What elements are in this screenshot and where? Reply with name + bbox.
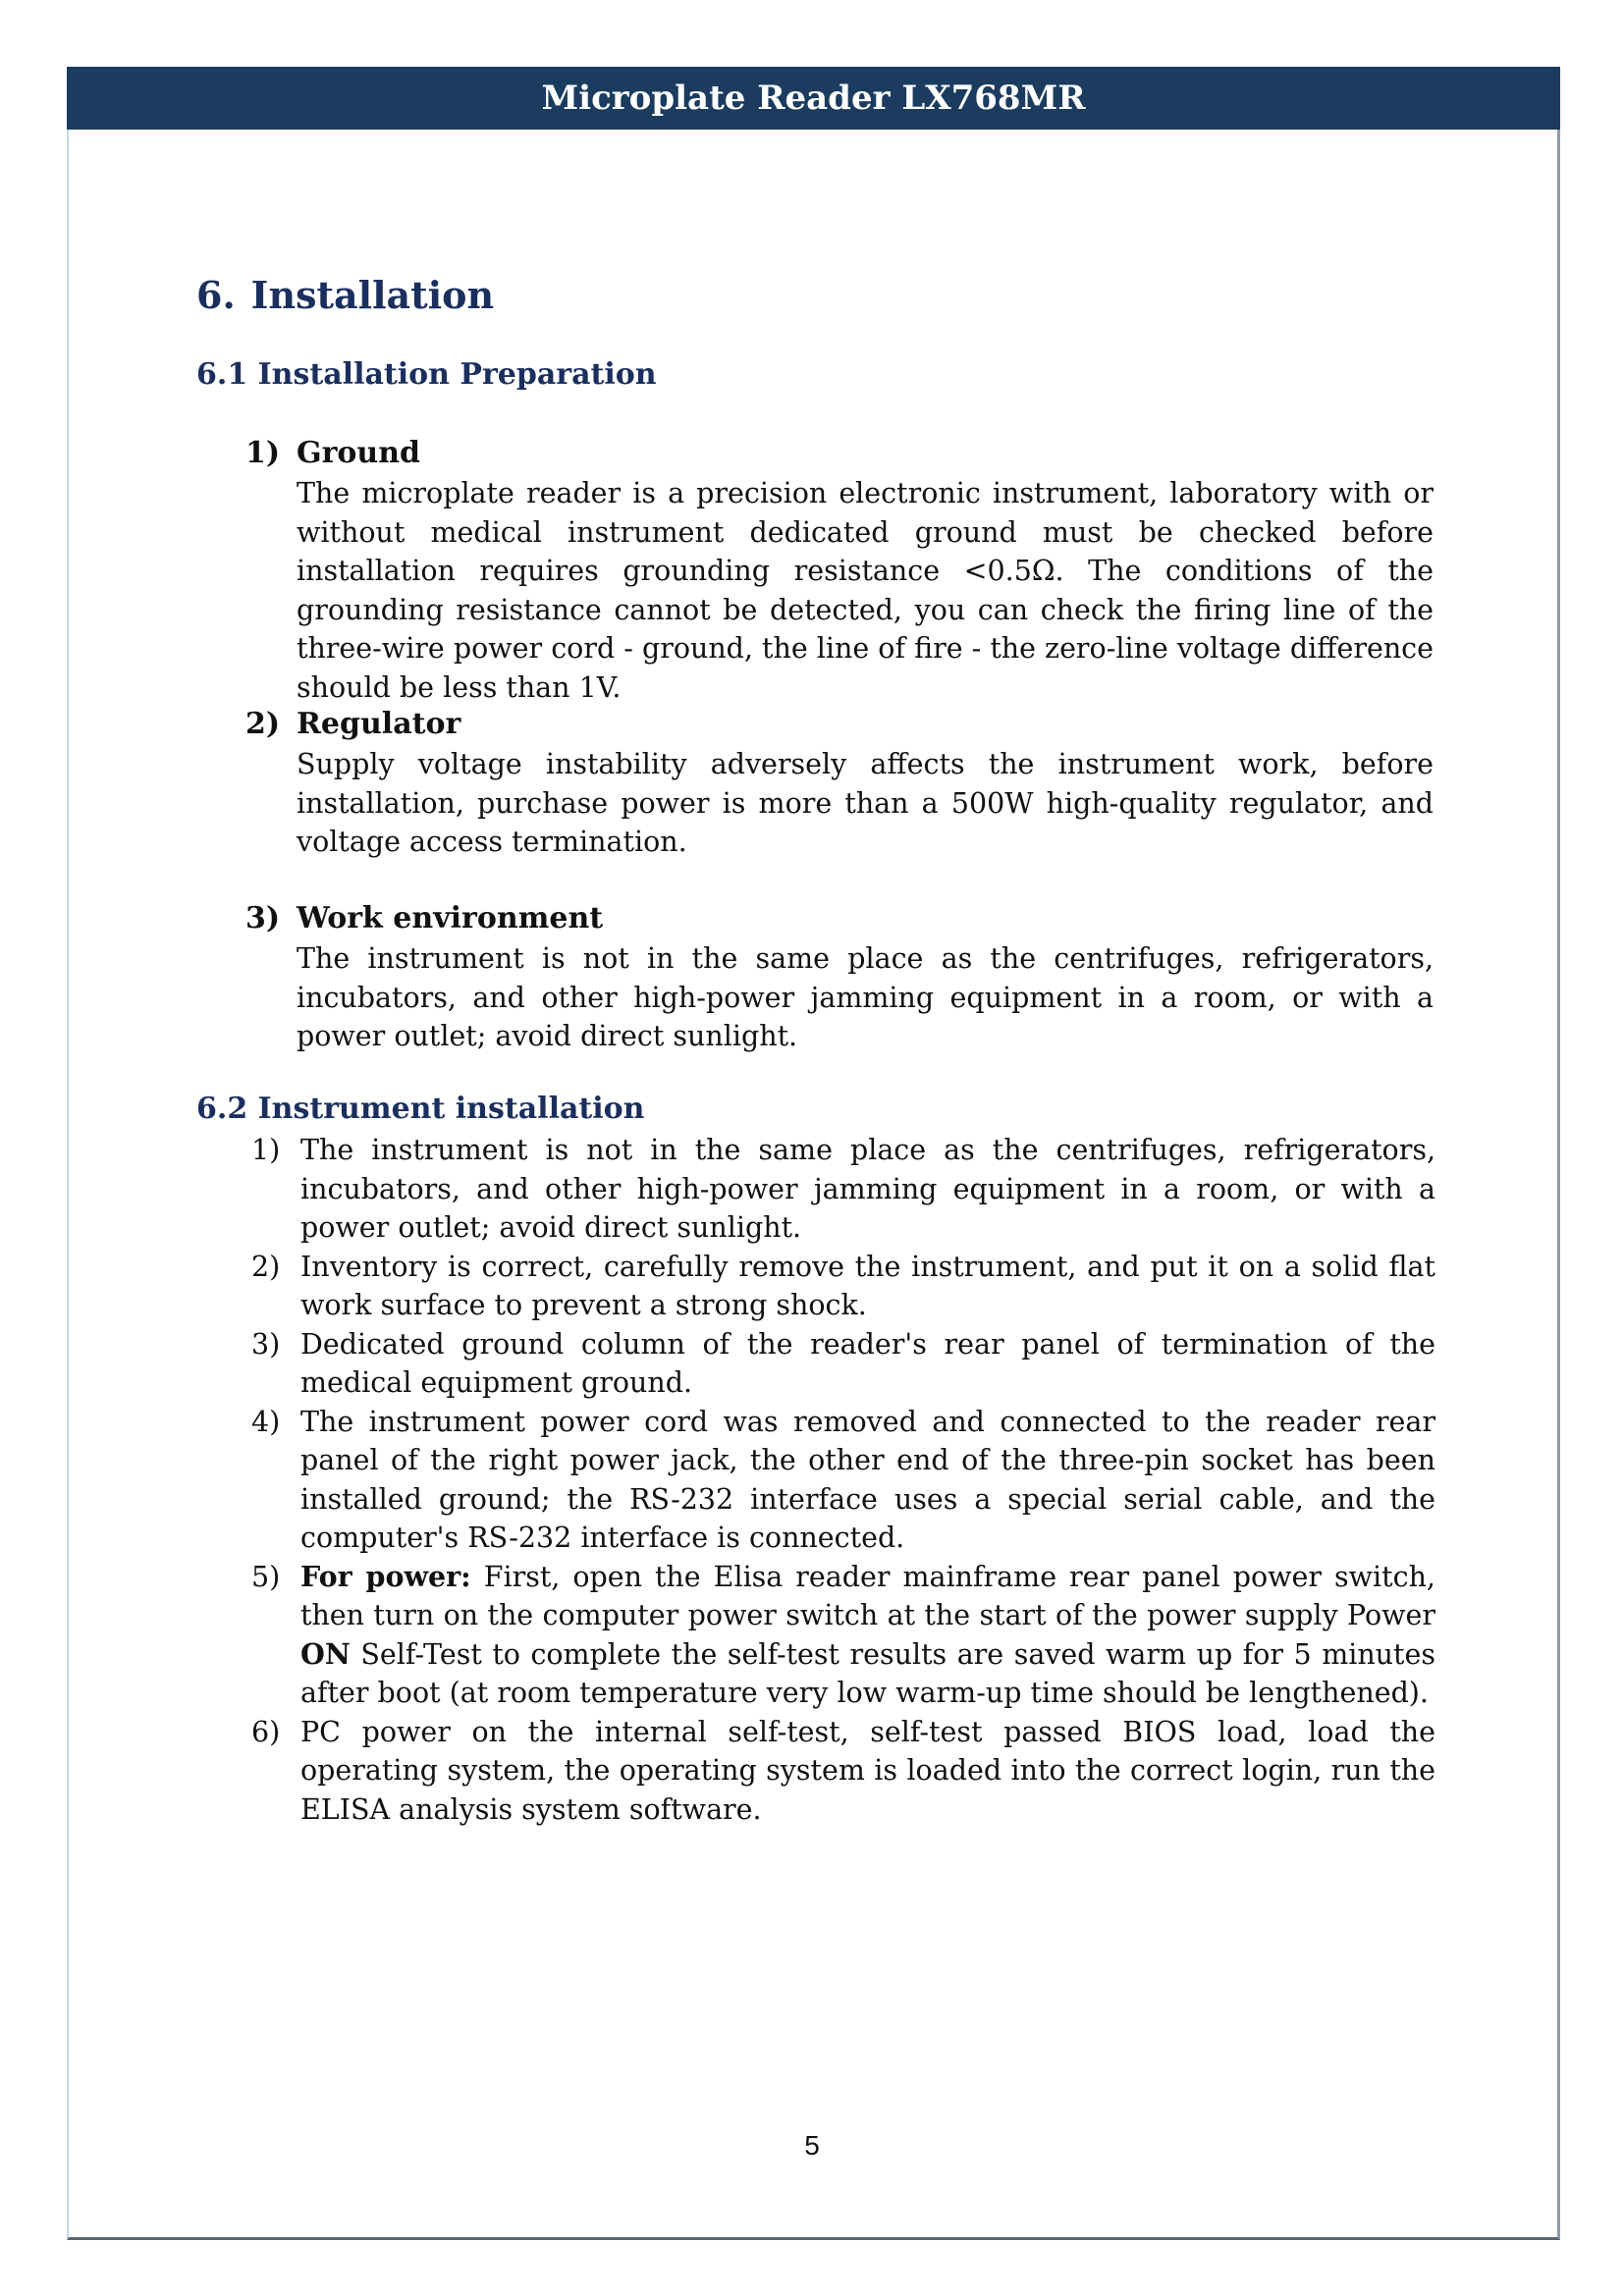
page-number: 5 [804, 2130, 820, 2161]
list-item: 3) Dedicated ground column of the reader's rear panel of termination of the medical equipment ground. [251, 1327, 1435, 1399]
power-label: For power: [300, 1559, 471, 1593]
section-number: 6. [196, 273, 236, 317]
list-item: 2) Inventory is correct, carefully remove the instrument, and put it on a solid flat work surface to prevent a strong shock. [251, 1250, 1435, 1321]
header-title: Microplate Reader LX768MR [541, 79, 1086, 118]
subsection-heading-6-2: 6.2 Instrument installation [196, 1092, 645, 1126]
list-item: 4) The instrument power cord was removed and connected to the reader rear panel of the right power jack, the other end of the three-pin socket has been installed ground; the RS-232 interface uses a special serial cable, and the computer's RS-232 interface is connected. [251, 1405, 1435, 1554]
list-item: 6) PC power on the internal self-test, self-test passed BIOS load, load the operating system, the operating system is loaded into the correct login, run the ELISA analysis system software. [251, 1715, 1435, 1826]
list-item: 1) The instrument is not in the same place as the centrifuges, refrigerators, incubators, and other high-power jamming equipment in a room, or with a power outlet; avoid direct sunlight. [251, 1134, 1435, 1244]
section-title: Installation [250, 273, 495, 317]
section-heading [196, 273, 494, 317]
prep-item-title-ground: 1) Ground [245, 436, 421, 470]
list-item: 5) For power: First, open the Elisa reader mainframe rear panel power switch, then turn on the computer power switch at the start of the power supply Power ON Self-Test to complete the self-test results are saved warm up for 5 minutes after boot (at room temperature very low warm-up time should be lengthened). [251, 1559, 1435, 1709]
prep-item-text-work-environment: The instrument is not in the same place as the centrifuges, refrigerators, incubators, and other high-power jamming equipment in a room, or with a power outlet; avoid direct sunlight. [297, 942, 1434, 1052]
installation-steps-list [245, 1131, 1435, 1829]
subsection-heading-6-1: 6.1 Installation Preparation [196, 357, 657, 392]
prep-item-text-ground: The microplate reader is a precision electronic instrument, laboratory with or without medical instrument dedicated ground must be checked before installation requires grounding resistance <0.5Ω. The conditions of the grounding resistance cannot be detected, you can check the firing line of the three-wire power cord - ground, the line of fire - the zero-line voltage difference should be less than 1V. [297, 477, 1434, 704]
document-header [67, 67, 1560, 130]
prep-item-text-regulator: Supply voltage instability adversely affects the instrument work, before installation, purchase power is more than a 500W high-quality regulator, and voltage access termination. [297, 748, 1434, 858]
prep-item-title-regulator: 2) Regulator [245, 707, 461, 741]
on-label: ON [300, 1636, 351, 1671]
prep-item-title-work-environment: 3) Work environment [245, 901, 604, 935]
